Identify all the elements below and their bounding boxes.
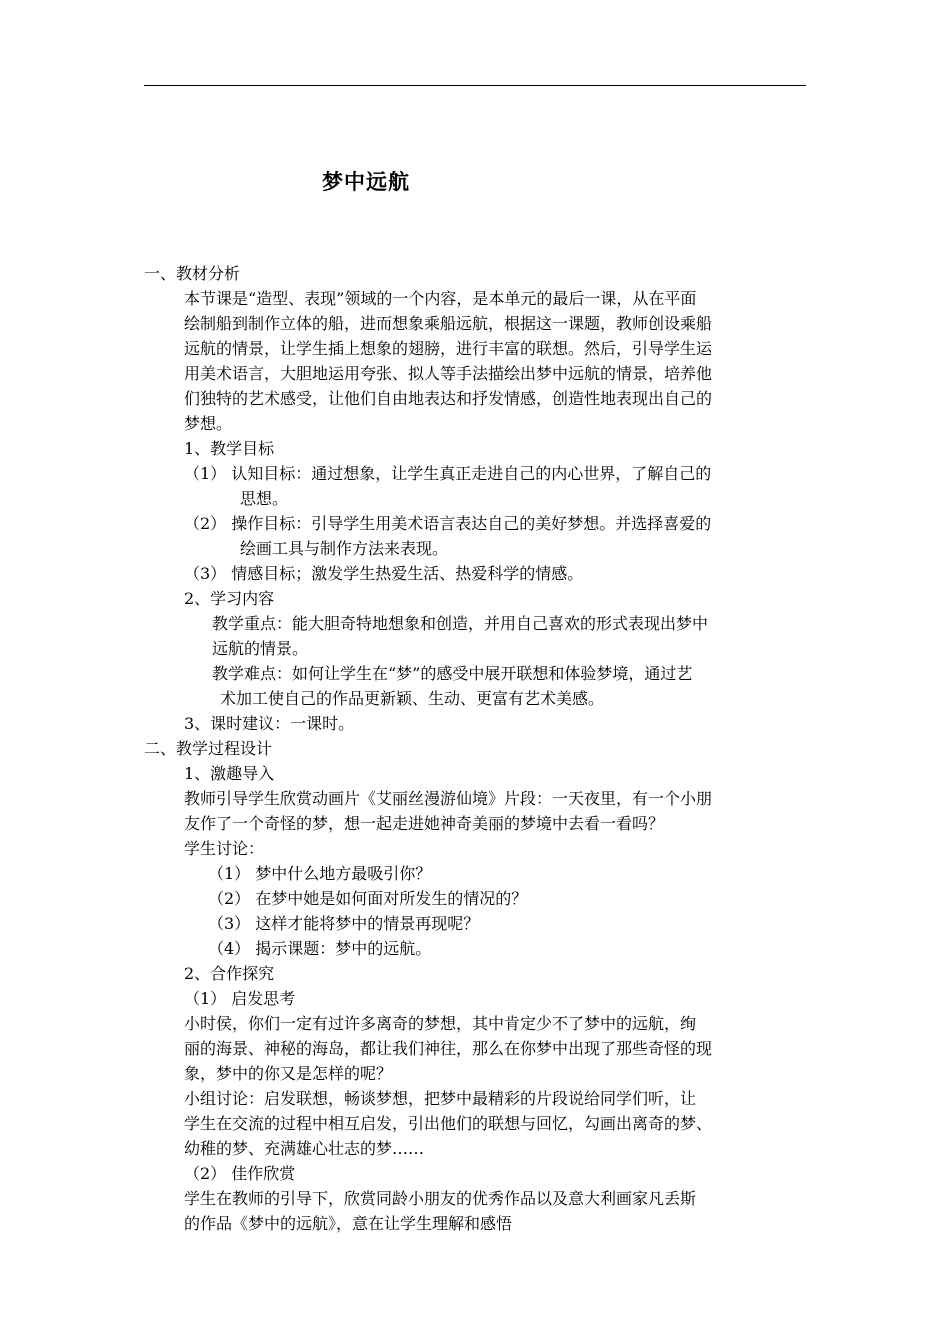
text-line: （3） 这样才能将梦中的情景再现呢？: [208, 914, 480, 933]
text-line: 2、学习内容: [184, 589, 275, 608]
text-line: 小时侯，你们一定有过许多离奇的梦想，其中肯定少不了梦中的远航，绚: [184, 1014, 697, 1033]
text-line: 丽的海景、神秘的海岛，都让我们神往，那么在你梦中出现了那些奇怪的现: [184, 1039, 713, 1058]
text-line: 学生在交流的过程中相互启发，引出他们的联想与回忆，勾画出离奇的梦、: [184, 1114, 713, 1133]
text-line: （2） 佳作欣赏: [184, 1164, 296, 1183]
text-line: 绘制船到制作立体的船，进而想象乘船远航，根据这一课题，教师创设乘船: [184, 314, 713, 333]
text-line: （1） 启发思考: [184, 989, 296, 1008]
text-line: 2、合作探究: [184, 964, 275, 983]
text-line: 教学重点：能大胆奇特地想象和创造，并用自己喜欢的形式表现出梦中: [212, 614, 709, 633]
text-line: 二、教学过程设计: [144, 739, 273, 758]
text-line: 教学难点：如何让学生在“梦”的感受中展开联想和体验梦境，通过艺: [212, 664, 693, 683]
text-line: 3、课时建议：一课时。: [184, 714, 355, 733]
text-line: 1、教学目标: [184, 439, 275, 458]
text-line: （1） 认知目标：通过想象，让学生真正走进自己的内心世界，了解自己的: [184, 464, 712, 483]
text-line: 一、教材分析: [144, 264, 241, 283]
text-line: 学生在教师的引导下，欣赏同龄小朋友的优秀作品以及意大利画家凡丢斯: [184, 1189, 697, 1208]
text-line: 学生讨论：: [184, 839, 265, 858]
text-line: 1、激趣导入: [184, 764, 275, 783]
text-line: 象，梦中的你又是怎样的呢？: [184, 1064, 393, 1083]
text-line: 小组讨论：启发联想，畅谈梦想，把梦中最精彩的片段说给同学们听，让: [184, 1089, 697, 1108]
text-line: （3） 情感目标；激发学生热爱生活、热爱科学的情感。: [184, 564, 584, 583]
text-line: （4） 揭示课题：梦中的远航。: [208, 939, 432, 958]
text-line: 友作了一个奇怪的梦，想一起走进她神奇美丽的梦境中去看一看吗？: [184, 814, 665, 833]
text-line: 远航的情景。: [212, 639, 309, 658]
text-line: 术加工使自己的作品更新颖、生动、更富有艺术美感。: [220, 689, 605, 708]
text-line: 们独特的艺术感受，让他们自由地表达和抒发情感，创造性地表现出自己的: [184, 389, 713, 408]
text-line: 用美术语言，大胆地运用夸张、拟人等手法描绘出梦中远航的情景，培养他: [184, 364, 713, 383]
text-line: 本节课是“造型、表现”领域的一个内容，是本单元的最后一课，从在平面: [184, 289, 697, 308]
text-line: 思想。: [240, 489, 289, 508]
text-line: （1） 梦中什么地方最吸引你？: [208, 864, 432, 883]
text-line: 幼稚的梦、充满雄心壮志的梦……: [184, 1139, 425, 1158]
text-line: 绘画工具与制作方法来表现。: [240, 539, 449, 558]
text-line: 教师引导学生欣赏动画片《艾丽丝漫游仙境》片段：一天夜里，有一个小朋: [184, 789, 713, 808]
text-line: （2） 在梦中她是如何面对所发生的情况的？: [208, 889, 528, 908]
text-line: （2） 操作目标：引导学生用美术语言表达自己的美好梦想。并选择喜爱的: [184, 514, 712, 533]
text-line: 梦想。: [184, 414, 233, 433]
document-title: 梦中远航: [322, 170, 410, 194]
text-line: 远航的情景，让学生插上想象的翅膀，进行丰富的联想。然后，引导学生运: [184, 339, 713, 358]
text-line: 的作品《梦中的远航》，意在让学生理解和感悟: [184, 1214, 513, 1233]
